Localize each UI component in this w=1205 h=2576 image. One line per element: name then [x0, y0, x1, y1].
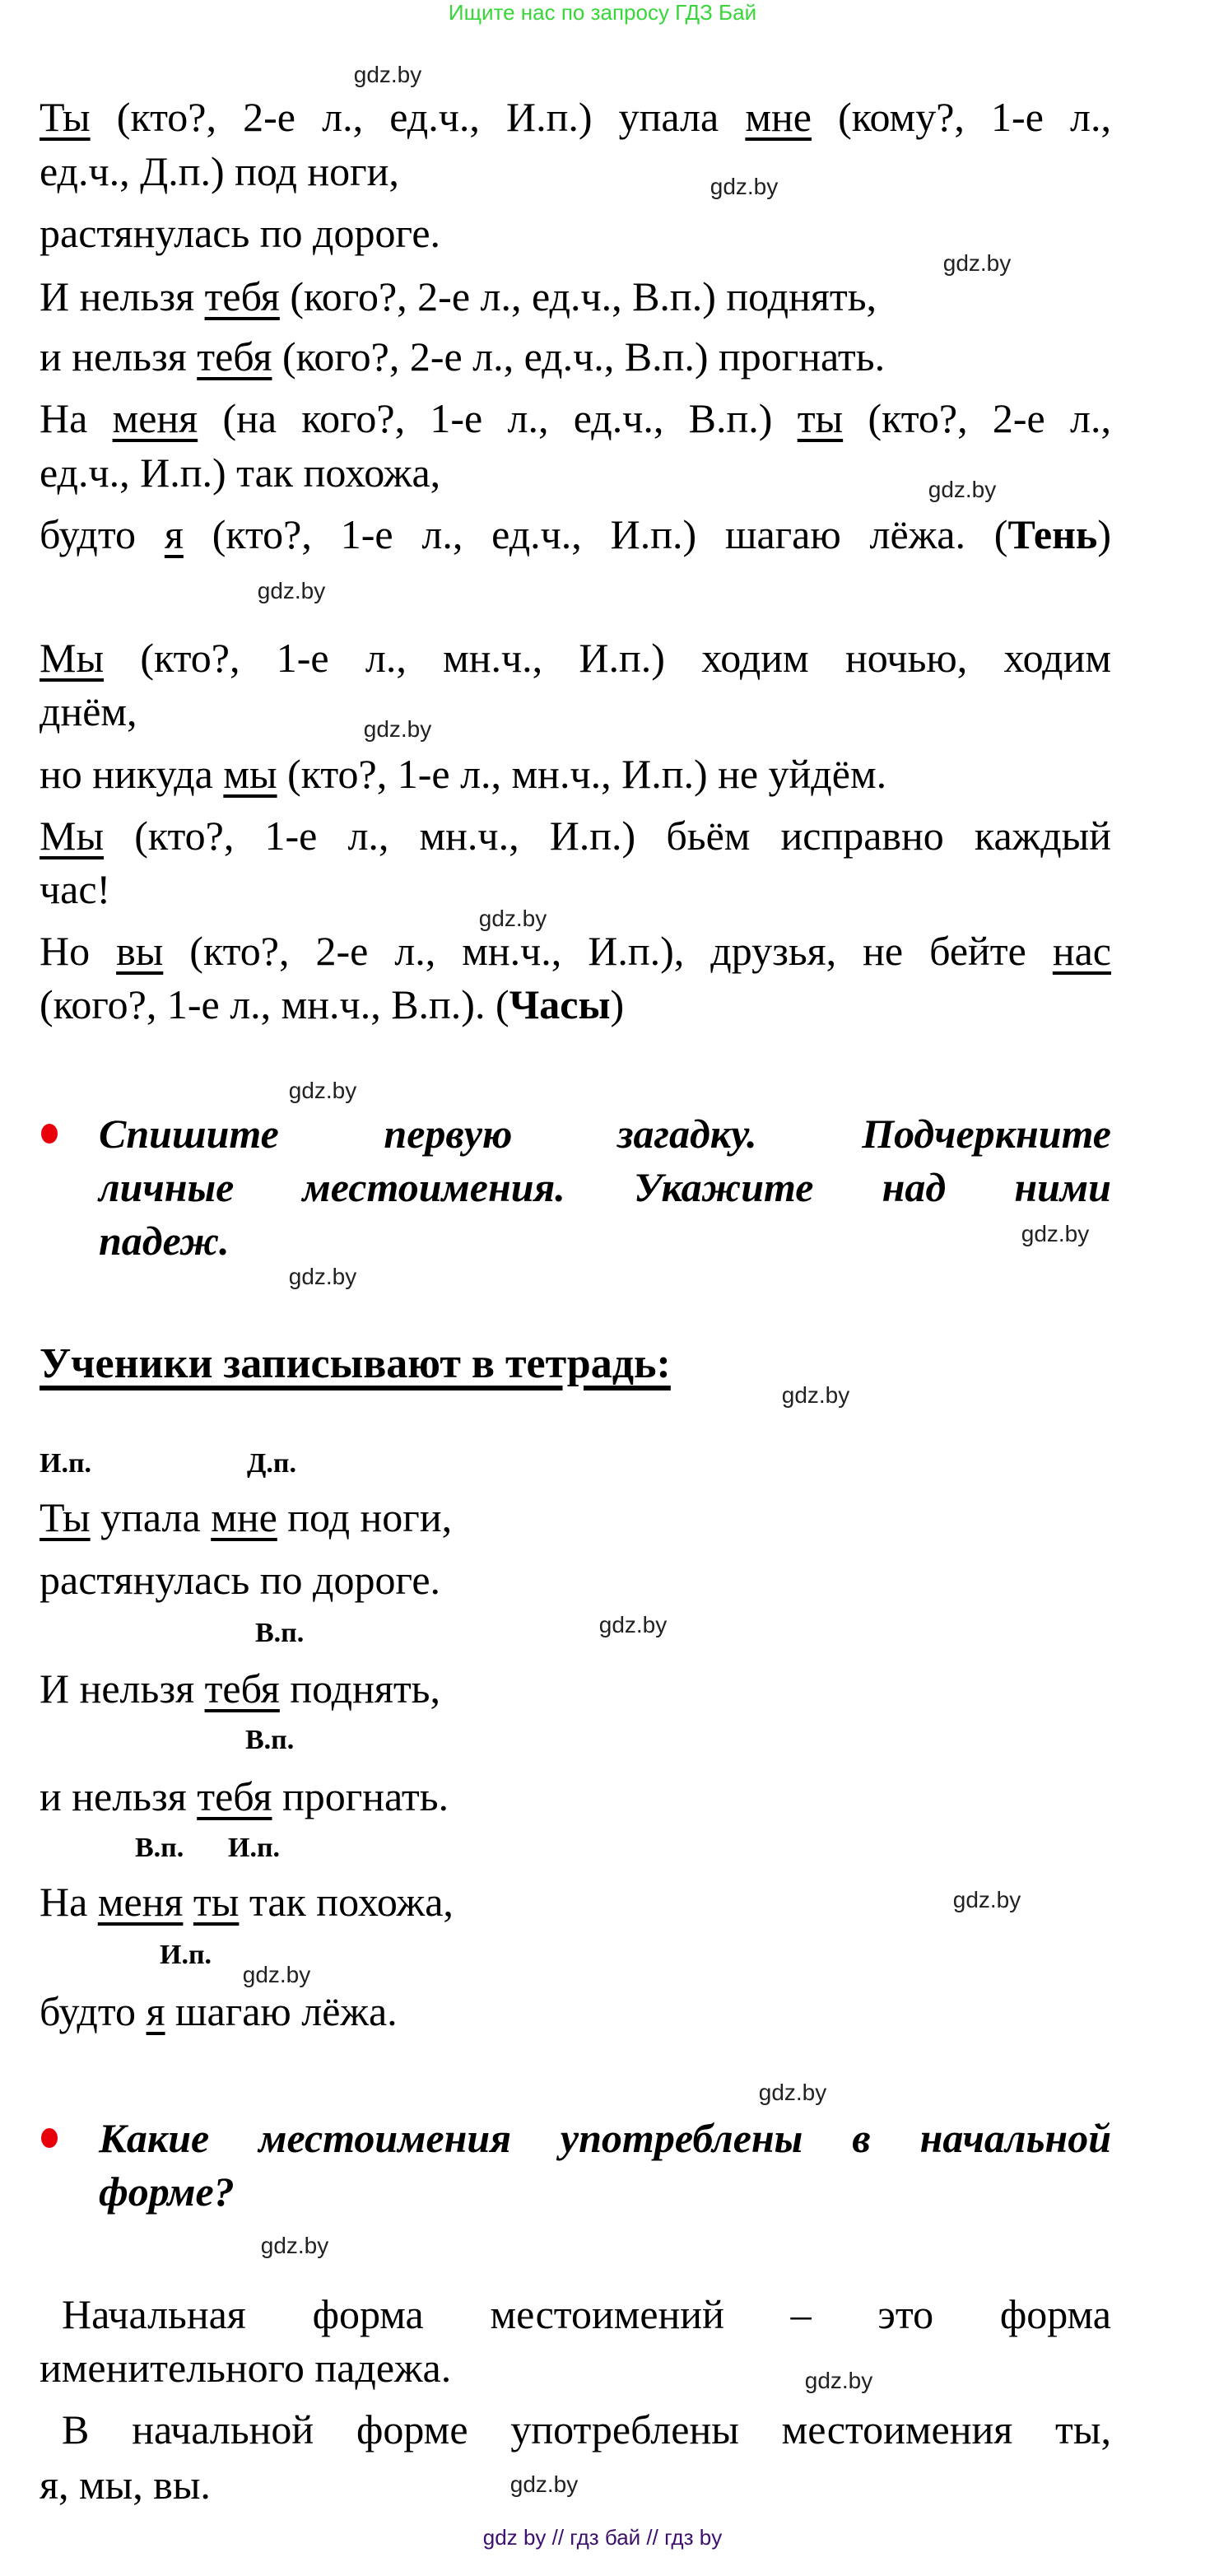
text-segment: (кто?, 1-е л., мн.ч., И.п.) не уйдём.	[277, 751, 887, 797]
text-segment: Начальная форма местоимений – это форма	[62, 2291, 1111, 2337]
underlined-pronoun: мне	[211, 1494, 277, 1540]
text-segment: (кому?, 1-е л.,	[811, 94, 1111, 140]
text-segment: Но	[40, 928, 117, 974]
answer-word: Часы	[509, 981, 611, 1027]
text-segment: прогнать.	[272, 1773, 449, 1819]
answer-line	[40, 2341, 1111, 2394]
underlined-pronoun: тебя	[197, 333, 272, 380]
answer-line	[62, 2288, 1111, 2341]
task-line	[99, 1161, 1111, 1213]
watermark: gdz.by	[509, 2471, 579, 2497]
riddle1-line	[40, 392, 1111, 445]
underlined-pronoun: ты	[193, 1879, 240, 1925]
riddle2-line	[40, 748, 1111, 800]
watermark: gdz.by	[758, 2080, 827, 2105]
text-segment: именительного падежа.	[40, 2345, 452, 2391]
watermark: gdz.by	[353, 62, 422, 87]
riddle1-line	[40, 508, 1111, 561]
underlined-pronoun: нас	[1052, 928, 1112, 974]
riddle1-line	[40, 330, 1111, 383]
text-segment: шагаю лёжа.	[165, 1988, 398, 2034]
riddle1-line	[40, 145, 1111, 198]
case-label: И.п.	[228, 1833, 281, 1863]
watermark: gdz.by	[942, 250, 1012, 276]
task-line	[99, 1107, 1111, 1160]
text-segment: В начальной форме употреблены местоимения ты,	[62, 2406, 1111, 2453]
watermark: gdz.by	[952, 1887, 1021, 1912]
underlined-pronoun: Мы	[40, 635, 105, 681]
riddle1-line	[40, 270, 1111, 323]
text-segment: (кого?, 2-е л., ед.ч., В.п.) поднять,	[279, 273, 877, 319]
text-segment: падеж.	[99, 1218, 230, 1264]
watermark: gdz.by	[260, 2233, 329, 2258]
notebook-line	[40, 1491, 1111, 1544]
text-segment: поднять,	[279, 1665, 440, 1712]
underlined-pronoun: меня	[112, 395, 198, 441]
text-segment: ед.ч., Д.п.) под ноги,	[40, 148, 399, 194]
text-segment: )	[610, 981, 625, 1027]
text-segment: упала	[90, 1494, 212, 1540]
text-segment: )	[1097, 511, 1111, 557]
text-segment: Какие местоимения употреблены в начальной	[99, 2115, 1111, 2161]
watermark: gdz.by	[710, 174, 779, 199]
text-segment: (кто?, 2-е л., ед.ч., И.п.) упала	[90, 94, 746, 140]
text-segment: и нельзя	[40, 333, 198, 380]
text-segment: И нельзя	[40, 273, 205, 319]
bullet-icon	[41, 1124, 58, 1144]
text-segment: под ноги,	[277, 1494, 453, 1540]
riddle2-line	[40, 978, 1111, 1031]
underlined-pronoun: я	[146, 1988, 165, 2034]
bullet-icon	[41, 2128, 58, 2148]
notebook-line	[40, 1662, 1111, 1715]
text-segment: (кто?, 1-е л., ед.ч., И.п.) шагаю лёжа. (	[183, 511, 1008, 557]
text-segment: (кто?, 2-е л.,	[843, 395, 1111, 441]
watermark: gdz.by	[1021, 1221, 1090, 1246]
text-segment: (кто?, 1-е л., мн.ч., И.п.) ходим ночью, ходим	[104, 635, 1111, 681]
text-segment: Спишите первую загадку. Подчеркните	[99, 1111, 1111, 1157]
riddle2-line	[40, 685, 1111, 738]
watermark: gdz.by	[804, 2368, 873, 2393]
text-segment: будто	[40, 511, 165, 557]
watermark: gdz.by	[257, 578, 326, 603]
underlined-pronoun: тебя	[204, 1665, 280, 1712]
text-segment: (кто?, 1-е л., мн.ч., И.п.) бьём исправно каждый	[104, 813, 1111, 859]
underlined-pronoun: ты	[797, 395, 844, 441]
case-label: В.п.	[135, 1833, 184, 1863]
underlined-pronoun: мне	[745, 94, 812, 140]
watermark: gdz.by	[288, 1264, 357, 1289]
notebook-line	[40, 1985, 1111, 2038]
watermark: gdz.by	[781, 1382, 850, 1408]
case-label: Д.п.	[247, 1448, 296, 1479]
underlined-pronoun: я	[164, 511, 184, 557]
task-line	[99, 1214, 1111, 1267]
watermark: gdz.by	[242, 1962, 311, 1987]
text-segment: (кого?, 1-е л., мн.ч., В.п.). (	[40, 981, 509, 1027]
riddle2-line	[40, 809, 1111, 862]
watermark: gdz.by	[363, 716, 432, 742]
text-segment: форме?	[99, 2168, 235, 2215]
case-label: В.п.	[255, 1618, 305, 1648]
text-segment: но никуда	[40, 751, 224, 797]
watermark: gdz.by	[598, 1612, 668, 1637]
text-segment	[183, 1879, 193, 1925]
notebook-line	[40, 1554, 1111, 1606]
answer-line	[62, 2403, 1111, 2456]
underlined-pronoun: вы	[116, 928, 164, 974]
underlined-pronoun: мы	[223, 751, 277, 797]
search-hint-banner: Ищите нас по запросу ГДЗ Бай	[448, 0, 757, 25]
text-segment: так похожа,	[239, 1879, 454, 1925]
task-line	[99, 2112, 1111, 2164]
case-label: И.п.	[160, 1940, 212, 1970]
watermark: gdz.by	[288, 1078, 357, 1103]
text-segment: я, мы, вы.	[40, 2462, 211, 2508]
underlined-pronoun: тебя	[204, 273, 280, 319]
text-segment: будто	[40, 1988, 147, 2034]
riddle2-line	[40, 863, 1111, 915]
text-segment: На	[40, 1879, 98, 1925]
text-segment: ед.ч., И.п.) так похожа,	[40, 450, 441, 496]
text-segment: (кого?, 2-е л., ед.ч., В.п.) прогнать.	[272, 333, 886, 380]
text-segment: растянулась по дороге.	[40, 210, 441, 256]
notebook-line	[40, 1875, 1111, 1928]
underlined-pronoun: Ты	[40, 1494, 91, 1540]
text-segment: растянулась по дороге.	[40, 1557, 441, 1603]
underlined-pronoun: Ты	[40, 94, 91, 140]
text-segment: (кто?, 2-е л., мн.ч., И.п.), друзья, не бейте	[163, 928, 1053, 974]
case-label: И.п.	[40, 1448, 92, 1479]
section-heading: Ученики записывают в тетрадь:	[40, 1340, 671, 1387]
riddle1-line	[40, 91, 1111, 143]
riddle2-line	[40, 925, 1111, 977]
text-segment: личные местоимения. Укажите над ними	[99, 1164, 1111, 1210]
underlined-pronoun: Мы	[40, 813, 105, 859]
text-segment: (на кого?, 1-е л., ед.ч., В.п.)	[198, 395, 798, 441]
answer-word: Тень	[1007, 511, 1098, 557]
notebook-line	[40, 1770, 1111, 1823]
watermark: gdz.by	[478, 906, 547, 931]
riddle2-line	[40, 631, 1111, 684]
underlined-pronoun: меня	[97, 1879, 184, 1925]
footer-links: gdz by // гдз бай // гдз by	[482, 2525, 723, 2550]
text-segment: час!	[40, 866, 111, 912]
text-segment: И нельзя	[40, 1665, 205, 1712]
text-segment: На	[40, 395, 113, 441]
task-line	[99, 2165, 1111, 2218]
watermark: gdz.by	[928, 477, 997, 502]
text-segment: и нельзя	[40, 1773, 198, 1819]
case-label: В.п.	[245, 1725, 295, 1755]
text-segment: днём,	[40, 688, 137, 734]
underlined-pronoun: тебя	[197, 1773, 272, 1819]
